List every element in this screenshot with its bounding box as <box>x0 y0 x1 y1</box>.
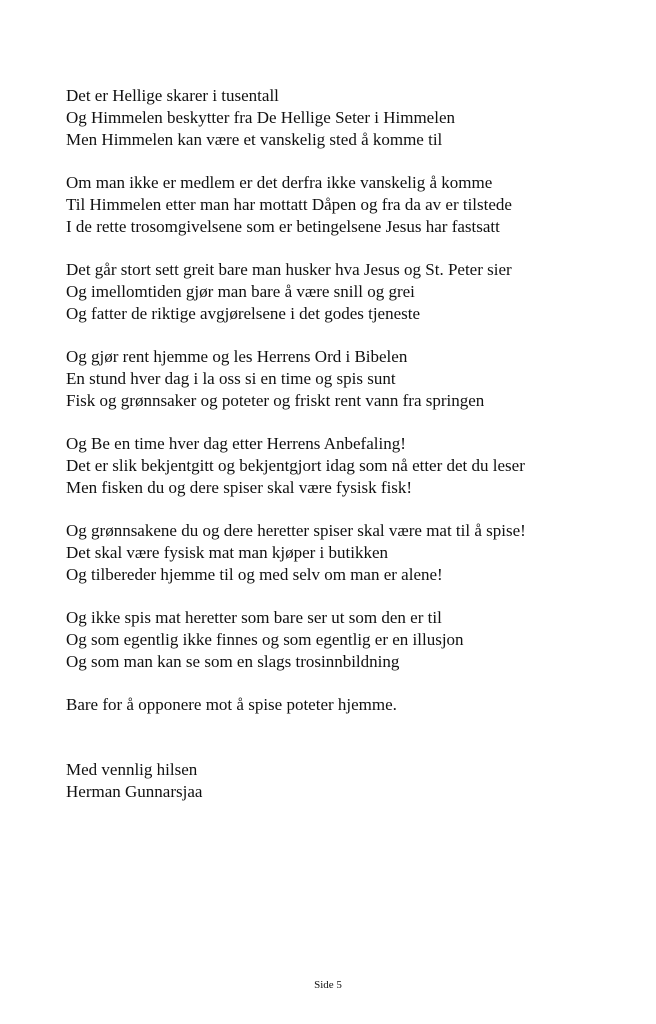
text-line: Og Be en time hver dag etter Herrens Anbefaling! <box>66 434 406 453</box>
text-line: Men Himmelen kan være et vanskelig sted å komme til <box>66 130 443 149</box>
closing-greeting: Med vennlig hilsen <box>66 760 198 779</box>
text-line: Og grønnsakene du og dere heretter spiser skal være mat til å spise! <box>66 521 526 540</box>
stanza <box>66 85 646 151</box>
text-line: Det går stort sett greit bare man husker hva Jesus og St. Peter sier <box>66 260 512 279</box>
text-line: Bare for å opponere mot å spise poteter hjemme. <box>66 695 397 714</box>
text-line: Og fatter de riktige avgjørelsene i det godes tjeneste <box>66 304 421 323</box>
stanza <box>66 346 646 412</box>
text-line: I de rette trosomgivelsene som er betingelsene Jesus har fastsatt <box>66 217 500 236</box>
stanza <box>66 520 646 586</box>
text-line: Til Himmelen etter man har mottatt Dåpen og fra da av er tilstede <box>66 195 512 214</box>
text-line: Og som egentlig ikke finnes og som egentlig er en illusjon <box>66 630 464 649</box>
letter-closing <box>66 759 646 803</box>
stanza <box>66 259 646 325</box>
text-line: Men fisken du og dere spiser skal være fysisk fisk! <box>66 478 413 497</box>
text-line: Om man ikke er medlem er det derfra ikke vanskelig å komme <box>66 173 493 192</box>
signature-name: Herman Gunnarsjaa <box>66 782 203 801</box>
stanza <box>66 607 646 673</box>
page-number: Side 5 <box>314 979 342 991</box>
text-line: Og tilbereder hjemme til og med selv om man er alene! <box>66 565 443 584</box>
text-line: Og gjør rent hjemme og les Herrens Ord i Bibelen <box>66 347 408 366</box>
text-line: Det er Hellige skarer i tusentall <box>66 86 279 105</box>
text-line: Fisk og grønnsaker og poteter og friskt rent vann fra springen <box>66 391 485 410</box>
text-line: Og ikke spis mat heretter som bare ser ut som den er til <box>66 608 442 627</box>
stanza <box>66 433 646 499</box>
stanza <box>66 694 646 716</box>
letter-body <box>66 85 646 803</box>
text-line: Og som man kan se som en slags trosinnbildning <box>66 652 400 671</box>
text-line: Det skal være fysisk mat man kjøper i butikken <box>66 543 388 562</box>
text-line: En stund hver dag i la oss si en time og spis sunt <box>66 369 396 388</box>
text-line: Det er slik bekjentgitt og bekjentgjort idag som nå etter det du leser <box>66 456 525 475</box>
text-line: Og imellomtiden gjør man bare å være snill og grei <box>66 282 415 301</box>
text-line: Og Himmelen beskytter fra De Hellige Seter i Himmelen <box>66 108 455 127</box>
stanza <box>66 172 646 238</box>
